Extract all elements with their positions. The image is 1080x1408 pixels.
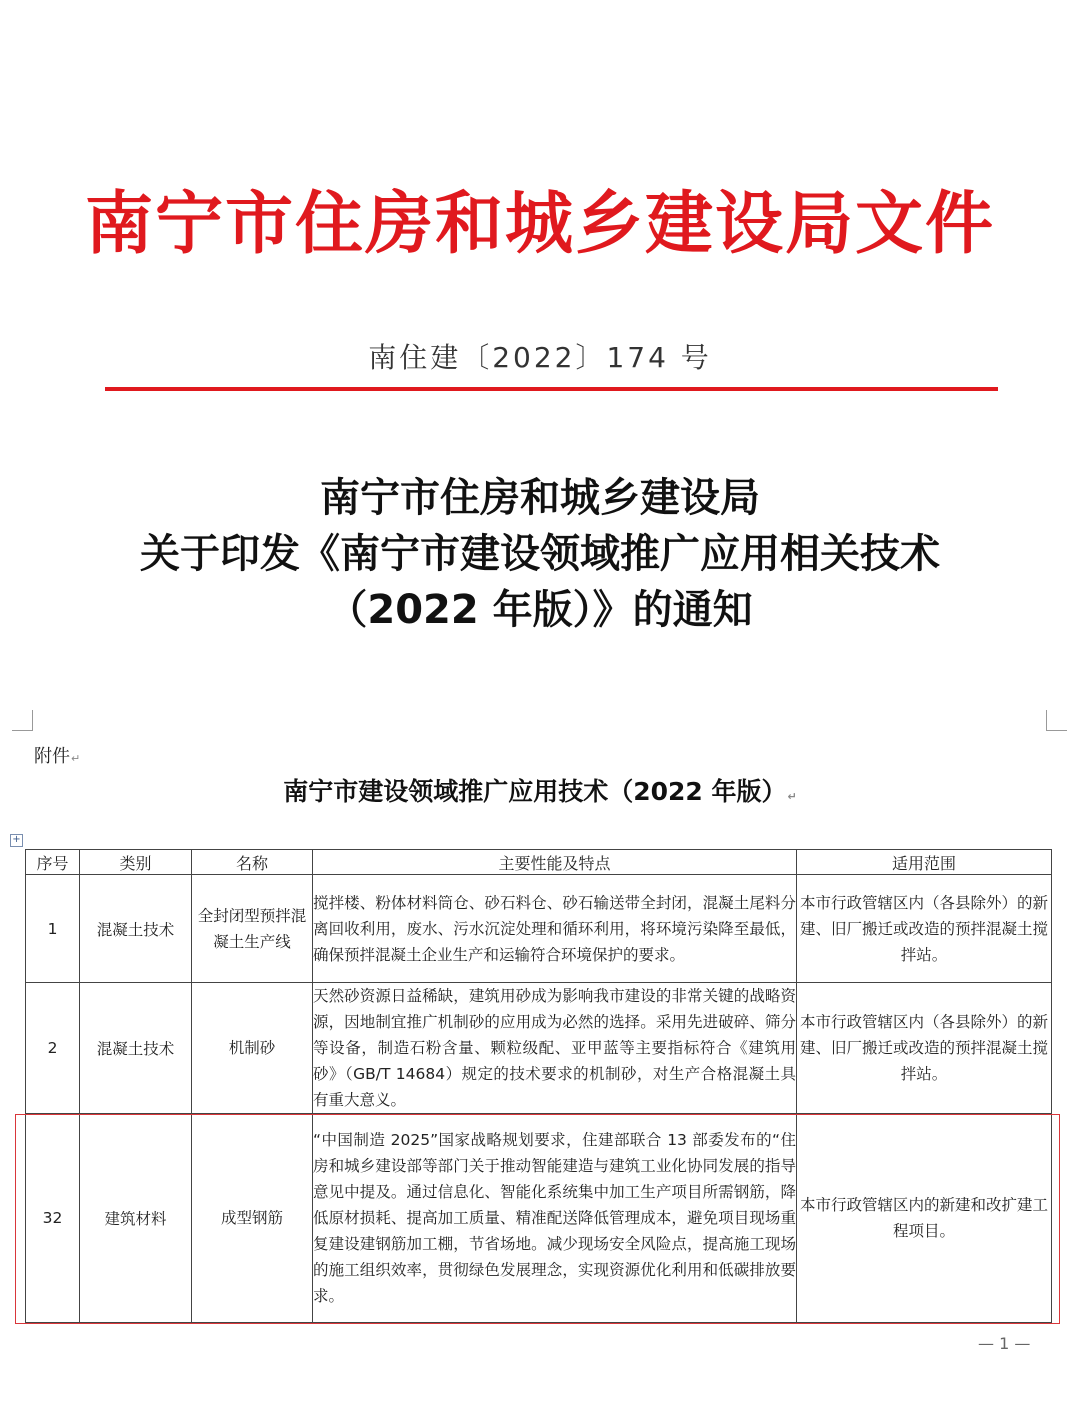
cell-name: 成型钢筋 xyxy=(192,1114,313,1323)
cell-scope: 本市行政管辖区内的新建和改扩建工程项目。 xyxy=(797,1114,1052,1323)
table-row-highlighted xyxy=(26,1114,1052,1323)
technology-table xyxy=(25,849,1052,1323)
header-no: 序号 xyxy=(26,850,80,875)
header-name: 名称 xyxy=(192,850,313,875)
cell-features: “中国制造 2025”国家战略规划要求，住建部联合 13 部委发布的“住房和城乡建设部等部门关于推动智能建造与建筑工业化协同发展的指导意见中提及。通过信息化、智能化系统集中加工生产项目所需钢筋，降低原材损耗、提高加工质量、精准配送降低管理成本，避免项目现场重复建设建钢筋加工棚，节省场地。减少现场安全风险点，提高施工现场的施工组织效率，贯彻绿色发展理念，实现资源优化利用和低碳排放要求。 xyxy=(313,1114,797,1323)
table-header-row xyxy=(26,850,1052,875)
paragraph-mark-icon: ↵ xyxy=(71,752,81,765)
document-number: 南住建〔2022〕174 号 xyxy=(368,341,712,374)
page-margin-corner-right xyxy=(1046,710,1067,731)
notice-title-line-3: （2022 年版）》的通知 xyxy=(327,587,753,633)
header-category: 类别 xyxy=(80,850,192,875)
cell-category: 建筑材料 xyxy=(80,1114,192,1323)
cell-scope: 本市行政管辖区内（各县除外）的新建、旧厂搬迁或改造的预拌混凝土搅拌站。 xyxy=(797,983,1052,1114)
header-features: 主要性能及特点 xyxy=(313,850,797,875)
notice-title-line-2: 关于印发《南宁市建设领域推广应用相关技术 xyxy=(140,531,940,577)
table-row xyxy=(26,983,1052,1114)
masthead: 南宁市住房和城乡建设局文件 xyxy=(84,184,995,264)
cell-features: 搅拌楼、粉体材料筒仓、砂石料仓、砂石输送带全封闭，混凝土尾料分离回收利用，废水、污水沉淀处理和循环利用，将环境污染降至最低，确保预拌混凝土企业生产和运输符合环境保护的要求。 xyxy=(313,875,797,983)
notice-title-line-1: 南宁市住房和城乡建设局 xyxy=(320,475,760,521)
table-move-handle-icon[interactable]: + xyxy=(10,834,23,847)
cell-no: 2 xyxy=(26,983,80,1114)
cell-features: 天然砂资源日益稀缺，建筑用砂成为影响我市建设的非常关键的战略资源，因地制宜推广机制砂的应用成为必然的选择。采用先进破碎、筛分等设备，制造石粉含量、颗粒级配、亚甲蓝等主要指标符合《建筑用砂》（GB/T 14684）规定的技术要求的机制砂，对生产合格混凝土具有重大意义。 xyxy=(313,983,797,1114)
cell-no: 1 xyxy=(26,875,80,983)
page-margin-corner-left xyxy=(12,710,33,731)
table-row xyxy=(26,875,1052,983)
cell-name: 全封闭型预拌混凝土生产线 xyxy=(192,875,313,983)
notice-title xyxy=(0,470,1080,638)
cell-name: 机制砂 xyxy=(192,983,313,1114)
red-separator-line xyxy=(105,387,998,391)
attachment-title-text: 南宁市建设领域推广应用技术（2022 年版） xyxy=(283,777,787,806)
attachment-label xyxy=(34,742,80,768)
cell-scope: 本市行政管辖区内（各县除外）的新建、旧厂搬迁或改造的预拌混凝土搅拌站。 xyxy=(797,875,1052,983)
cell-category: 混凝土技术 xyxy=(80,875,192,983)
paragraph-mark-icon: ↵ xyxy=(787,790,797,803)
header-scope: 适用范围 xyxy=(797,850,1052,875)
attachment-label-text: 附件 xyxy=(34,746,70,767)
cell-category: 混凝土技术 xyxy=(80,983,192,1114)
attachment-title xyxy=(0,772,1080,808)
cell-no: 32 xyxy=(26,1114,80,1323)
page-number: — 1 — xyxy=(978,1334,1031,1353)
